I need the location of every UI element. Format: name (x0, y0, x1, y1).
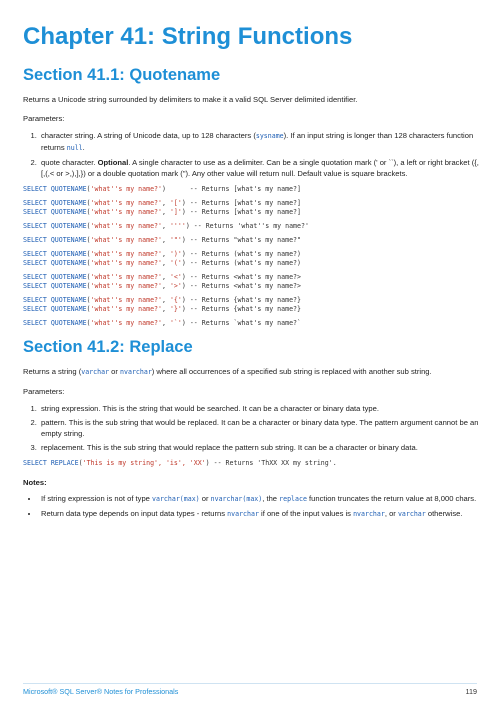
code-comment: -- Returns {what's my name?} (189, 305, 301, 313)
code-function: QUOTENAME (50, 250, 87, 258)
param-pattern: 2. pattern. This is the sub string that would be replaced. It can be a character or binary data type. The pattern argument cannot be an empty string. (39, 417, 479, 439)
code-quote-char: '>' (169, 282, 182, 290)
code-comment: -- Returns [what's my name?] (189, 208, 301, 216)
code-string: 'what''s my name?' (90, 282, 162, 290)
code-keyword: SELECT (23, 259, 47, 267)
code-string: 'what''s my name?' (90, 199, 162, 207)
code-line: SELECT QUOTENAME('what''s my name?', '[') -- Returns [what's my name?] (23, 199, 301, 207)
code-string: 'what''s my name?' (90, 236, 162, 244)
code-quote-char: '"' (169, 236, 182, 244)
param-character-string: 1. character string. A string of Unicode data, up to 128 characters (sysname). If an input string is longer than 128 characters function returns null. (39, 130, 479, 154)
code-function: QUOTENAME (50, 273, 87, 281)
notes-label: Notes: (23, 478, 47, 487)
replace-code-block: SELECT REPLACE('This is my string', 'is', 'XX') -- Returns 'ThXX XX my string'. (23, 459, 337, 467)
code-function: QUOTENAME (50, 199, 87, 207)
code-quote-char: '''' (169, 222, 186, 230)
code-quote-char: '(' (169, 259, 182, 267)
code-comment: -- Returns <what's my name?> (189, 282, 301, 290)
code-comment: -- Returns [what's my name?] (189, 199, 301, 207)
code-string: 'what''s my name?' (90, 273, 162, 281)
param-string-expression: 1. string expression. This is the string that would be searched. It can be a character or binary data type. (39, 403, 479, 414)
code-comment: -- Returns [what's my name?] (189, 185, 301, 193)
code-comment: -- Returns <what's my name?> (189, 273, 301, 281)
code-function: QUOTENAME (50, 296, 87, 304)
note-return-type: • Return data type depends on input data types - returns nvarchar if one of the input values is nvarchar, or varchar otherwise. (39, 508, 479, 520)
document-page (23, 22, 479, 523)
code-line: SELECT QUOTENAME('what''s my name?', '<') -- Returns <what's my name?> (23, 273, 301, 281)
code-keyword: SELECT (23, 185, 47, 193)
code-string: 'what''s my name?' (90, 250, 162, 258)
section-title-quotename: Section 41.1: Quotename (23, 66, 221, 84)
code-line: SELECT QUOTENAME('what''s my name?', ')') -- Returns (what's my name?) (23, 250, 301, 258)
code-comment: -- Returns "what's my name?" (189, 236, 301, 244)
code-keyword: SELECT (23, 282, 47, 290)
code-quote-char: '{' (169, 296, 182, 304)
code-line: SELECT QUOTENAME('what''s my name?', '`') -- Returns `what's my name?` (23, 319, 301, 327)
code-keyword: SELECT (23, 250, 47, 258)
code-keyword: SELECT (23, 222, 47, 230)
param-quote-character: 2. quote character. Optional. A single character to use as a delimiter. Can be a single quotation mark (' or ``), a left or right bracket ({,[,(,< or >,),],}) or a double quotation mark ("). Any other value will return null. Default value is square brackets. (39, 157, 479, 179)
code-quote-char: ')' (169, 250, 182, 258)
code-string: 'what''s my name?' (90, 296, 162, 304)
footer-book-title: Microsoft® SQL Server® Notes for Professionals (23, 687, 179, 696)
code-function: QUOTENAME (50, 319, 87, 327)
code-quote-char: '[' (169, 199, 182, 207)
code-comment: -- Returns (what's my name?) (189, 250, 301, 258)
code-line: SELECT QUOTENAME('what''s my name?', '}') -- Returns {what's my name?} (23, 305, 301, 313)
code-keyword: SELECT (23, 208, 47, 216)
code-quote-char: '}' (169, 305, 182, 313)
code-keyword: SELECT (23, 236, 47, 244)
code-line: SELECT QUOTENAME('what''s my name?', ']') -- Returns [what's my name?] (23, 208, 301, 216)
replace-params-list (23, 403, 479, 453)
code-function: QUOTENAME (50, 236, 87, 244)
code-function: QUOTENAME (50, 282, 87, 290)
code-function: QUOTENAME (50, 208, 87, 216)
quotename-code-block (23, 185, 479, 328)
code-string: 'what''s my name?' (90, 305, 162, 313)
code-comment: -- Returns (what's my name?) (189, 259, 301, 267)
code-function: QUOTENAME (50, 259, 87, 267)
note-truncation: • If string expression is not of type varchar(max) or nvarchar(max), the replace function truncates the return value at 8,000 chars. (39, 493, 479, 505)
code-string: 'what''s my name?' (90, 185, 162, 193)
code-string: 'what''s my name?' (90, 222, 162, 230)
code-line: SELECT QUOTENAME('what''s my name?', '{') -- Returns {what's my name?} (23, 296, 301, 304)
replace-intro: Returns a string (varchar or nvarchar) where all occurrences of a specified sub string is replaced with another sub string. (23, 367, 432, 376)
code-comment: -- Returns {what's my name?} (189, 296, 301, 304)
param-replacement: 3. replacement. This is the sub string that would replace the pattern sub string. It can be a character or binary data. (39, 442, 479, 453)
quotename-params-label: Parameters: (23, 114, 65, 123)
code-string: 'what''s my name?' (90, 319, 162, 327)
code-quote-char: '<' (169, 273, 182, 281)
code-keyword: SELECT (23, 273, 47, 281)
code-line: SELECT QUOTENAME('what''s my name?') -- Returns [what's my name?] (23, 185, 301, 193)
section-title-replace: Section 41.2: Replace (23, 338, 193, 356)
code-line: SELECT QUOTENAME('what''s my name?', '''') -- Returns 'what''s my name?' (23, 222, 309, 230)
page-number: 119 (465, 687, 477, 696)
replace-params-label: Parameters: (23, 387, 65, 396)
code-keyword: SELECT (23, 296, 47, 304)
code-keyword: SELECT (23, 305, 47, 313)
code-line: SELECT QUOTENAME('what''s my name?', '"') -- Returns "what's my name?" (23, 236, 301, 244)
page-footer (23, 683, 477, 696)
code-line: SELECT QUOTENAME('what''s my name?', '>') -- Returns <what's my name?> (23, 282, 301, 290)
code-function: QUOTENAME (50, 185, 87, 193)
code-function: QUOTENAME (50, 222, 87, 230)
code-comment: -- Returns `what's my name?` (189, 319, 301, 327)
code-quote-char: ']' (169, 208, 182, 216)
code-comment: -- Returns 'what''s my name?' (193, 222, 309, 230)
code-line: SELECT QUOTENAME('what''s my name?', '(') -- Returns (what's my name?) (23, 259, 301, 267)
code-keyword: SELECT (23, 319, 47, 327)
code-string: 'what''s my name?' (90, 259, 162, 267)
quotename-intro: Returns a Unicode string surrounded by delimiters to make it a valid SQL Server delimited identifier. (23, 95, 358, 104)
code-function: QUOTENAME (50, 305, 87, 313)
notes-list (23, 493, 479, 520)
chapter-title: Chapter 41: String Functions (23, 23, 353, 50)
quotename-params-list (23, 130, 479, 179)
code-string: 'what''s my name?' (90, 208, 162, 216)
code-quote-char: '`' (169, 319, 182, 327)
code-keyword: SELECT (23, 199, 47, 207)
